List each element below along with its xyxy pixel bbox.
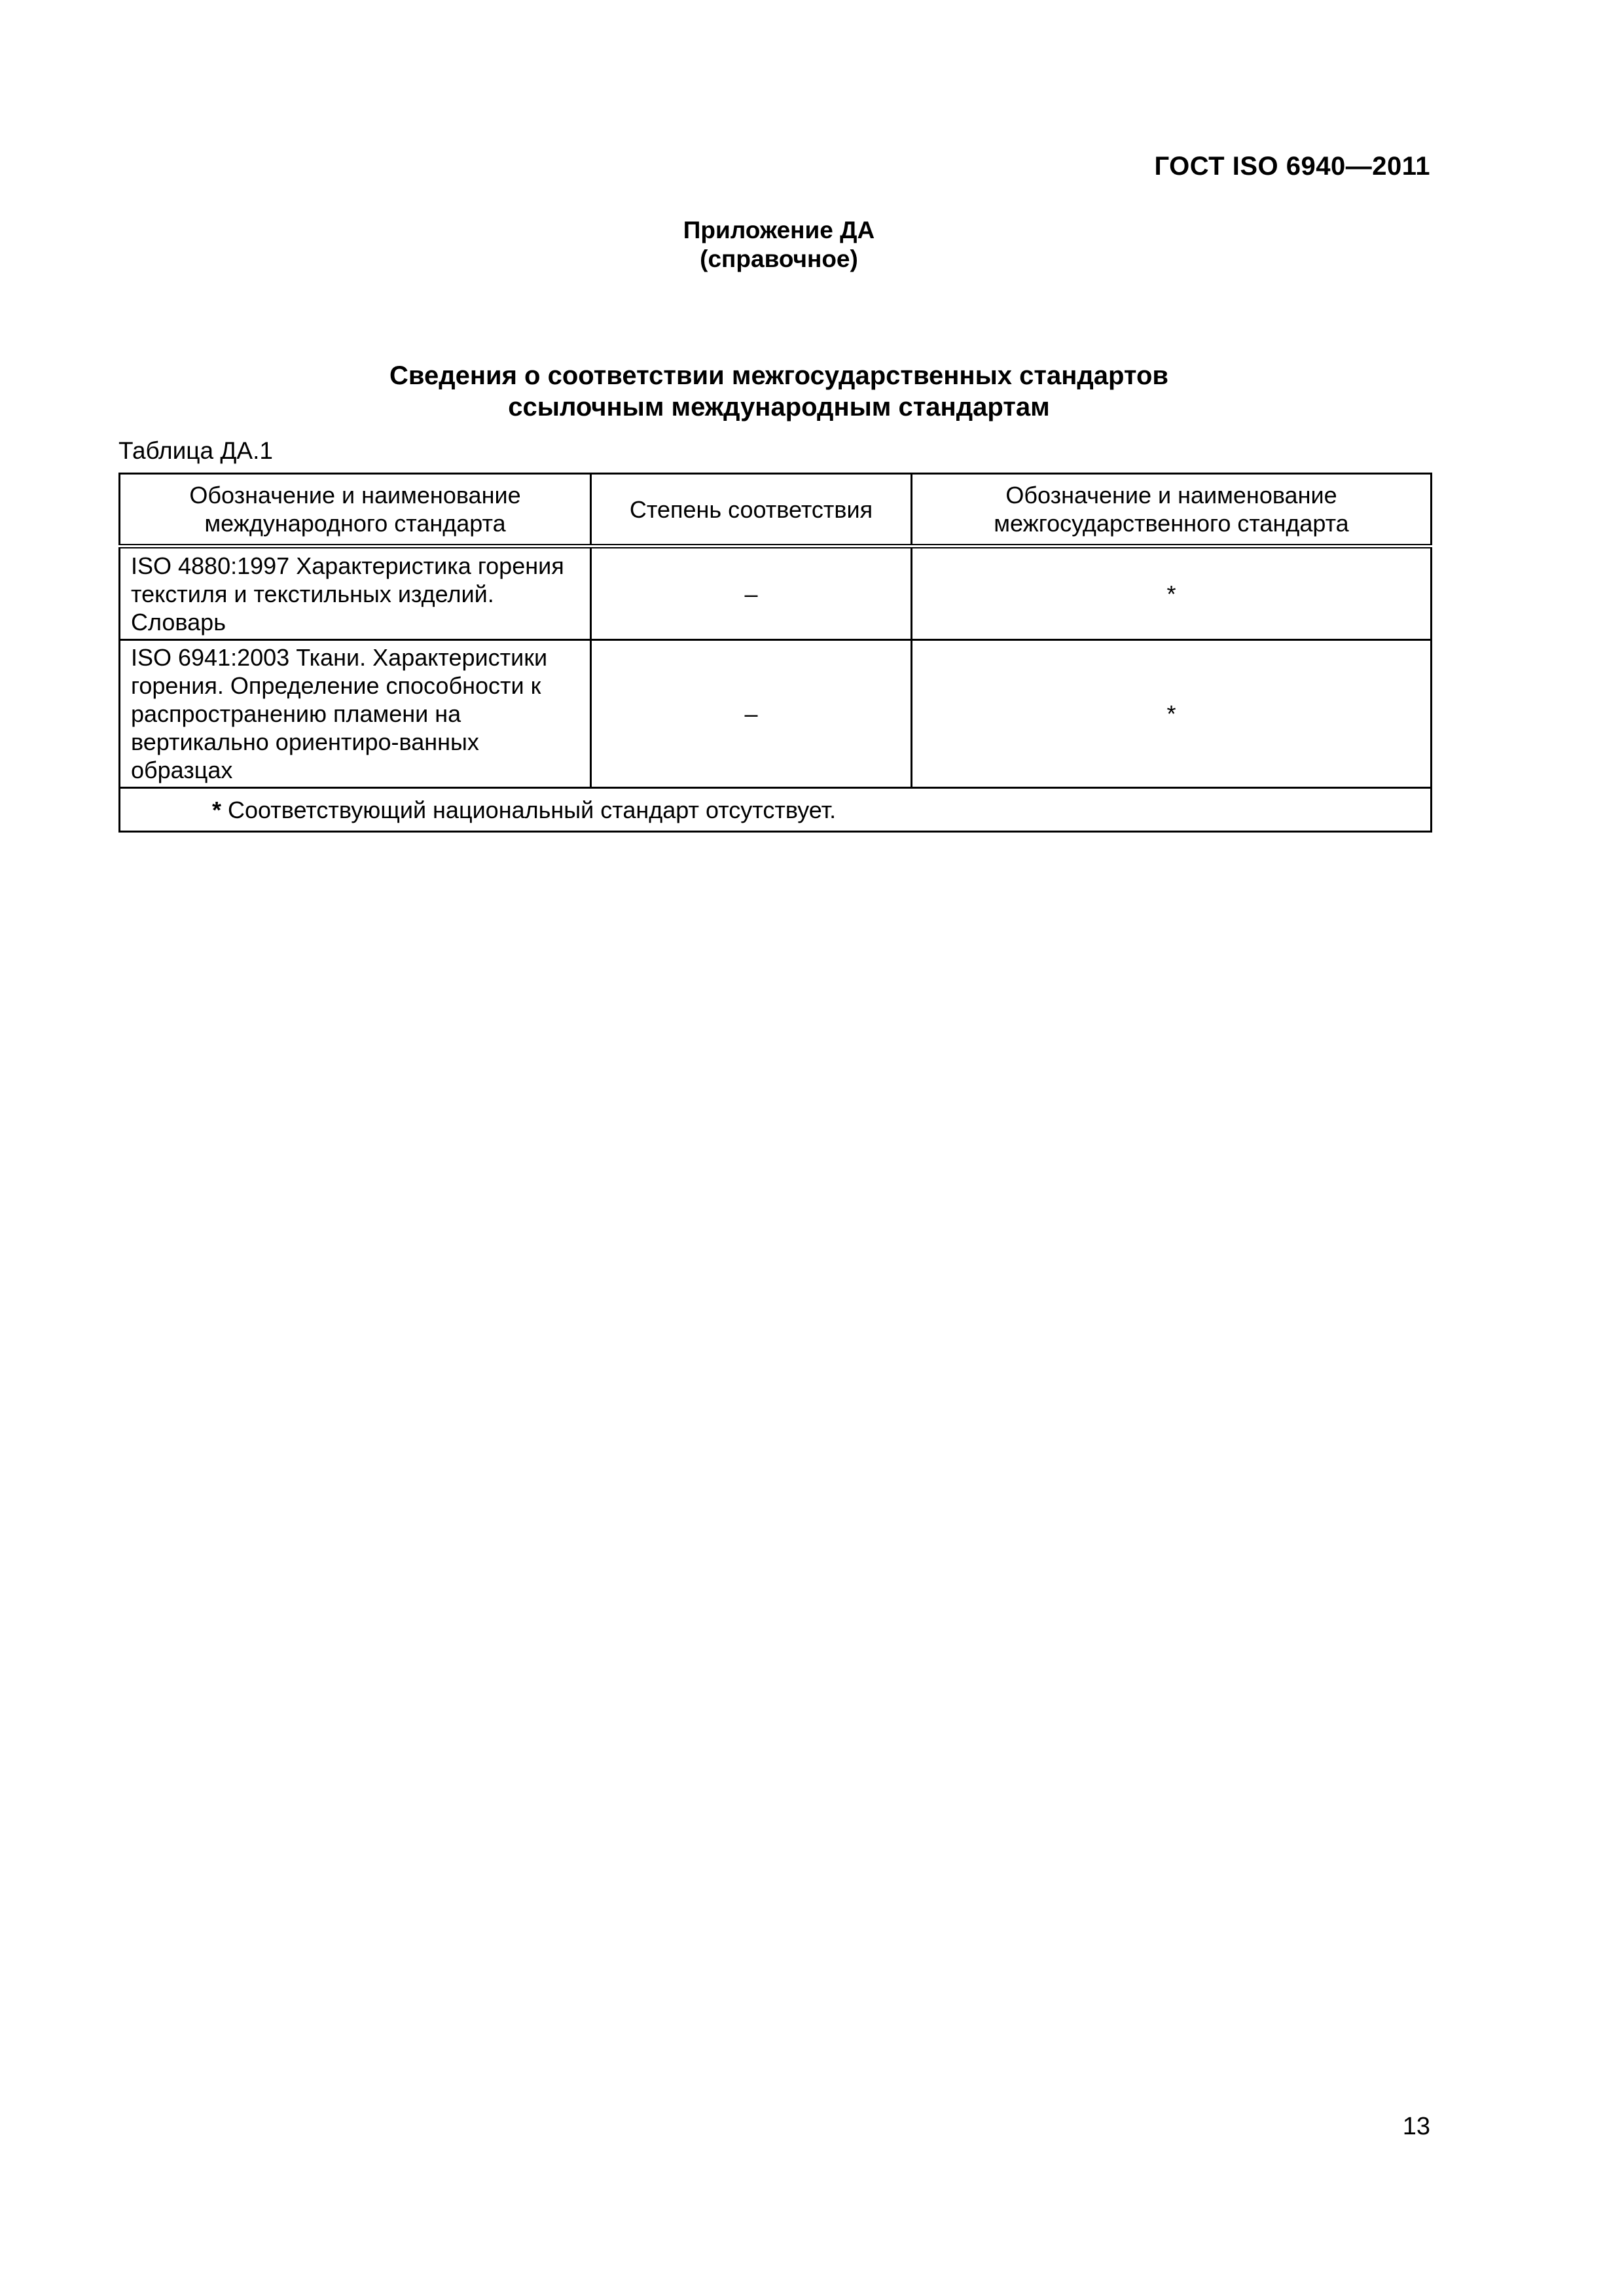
table-row — [120, 640, 1432, 788]
header-interstate-standard: Обозначение и наименование межгосударственного стандарта — [912, 474, 1432, 547]
standards-correspondence-table — [118, 473, 1432, 833]
degree-cell: – — [591, 547, 912, 640]
interstate-standard-cell: * — [912, 547, 1432, 640]
document-code: ГОСТ ISO 6940—2011 — [1154, 152, 1430, 181]
international-standard-cell: ISO 6941:2003 Ткани. Характеристики горения. Определение способности к распространению пламени на вертикально ориентиро-ванных образцах — [120, 640, 591, 788]
international-standard-cell: ISO 4880:1997 Характеристика горения текстиля и текстильных изделий. Словарь — [120, 547, 591, 640]
header-international-standard: Обозначение и наименование международного стандарта — [120, 474, 591, 547]
appendix-heading — [0, 216, 1558, 274]
section-title-line-1: Сведения о соответствии межгосударственных стандартов — [389, 361, 1168, 390]
table-caption: Таблица ДА.1 — [118, 437, 273, 464]
section-title — [0, 360, 1558, 423]
interstate-standard-cell: * — [912, 640, 1432, 788]
table-footnote-row — [120, 788, 1432, 832]
header-degree-of-correspondence: Степень соответствия — [591, 474, 912, 547]
footnote-text: Соответствующий национальный стандарт отсутствует. — [221, 796, 837, 823]
appendix-title: Приложение ДА — [683, 217, 875, 243]
table-row — [120, 547, 1432, 640]
table-header-row — [120, 474, 1432, 547]
footnote-marker: * — [212, 796, 222, 823]
section-title-line-2: ссылочным международным стандартам — [508, 393, 1050, 422]
page-number: 13 — [1402, 2113, 1430, 2140]
degree-cell: – — [591, 640, 912, 788]
appendix-subtitle: (справочное) — [700, 245, 858, 272]
table-footnote — [120, 788, 1432, 832]
